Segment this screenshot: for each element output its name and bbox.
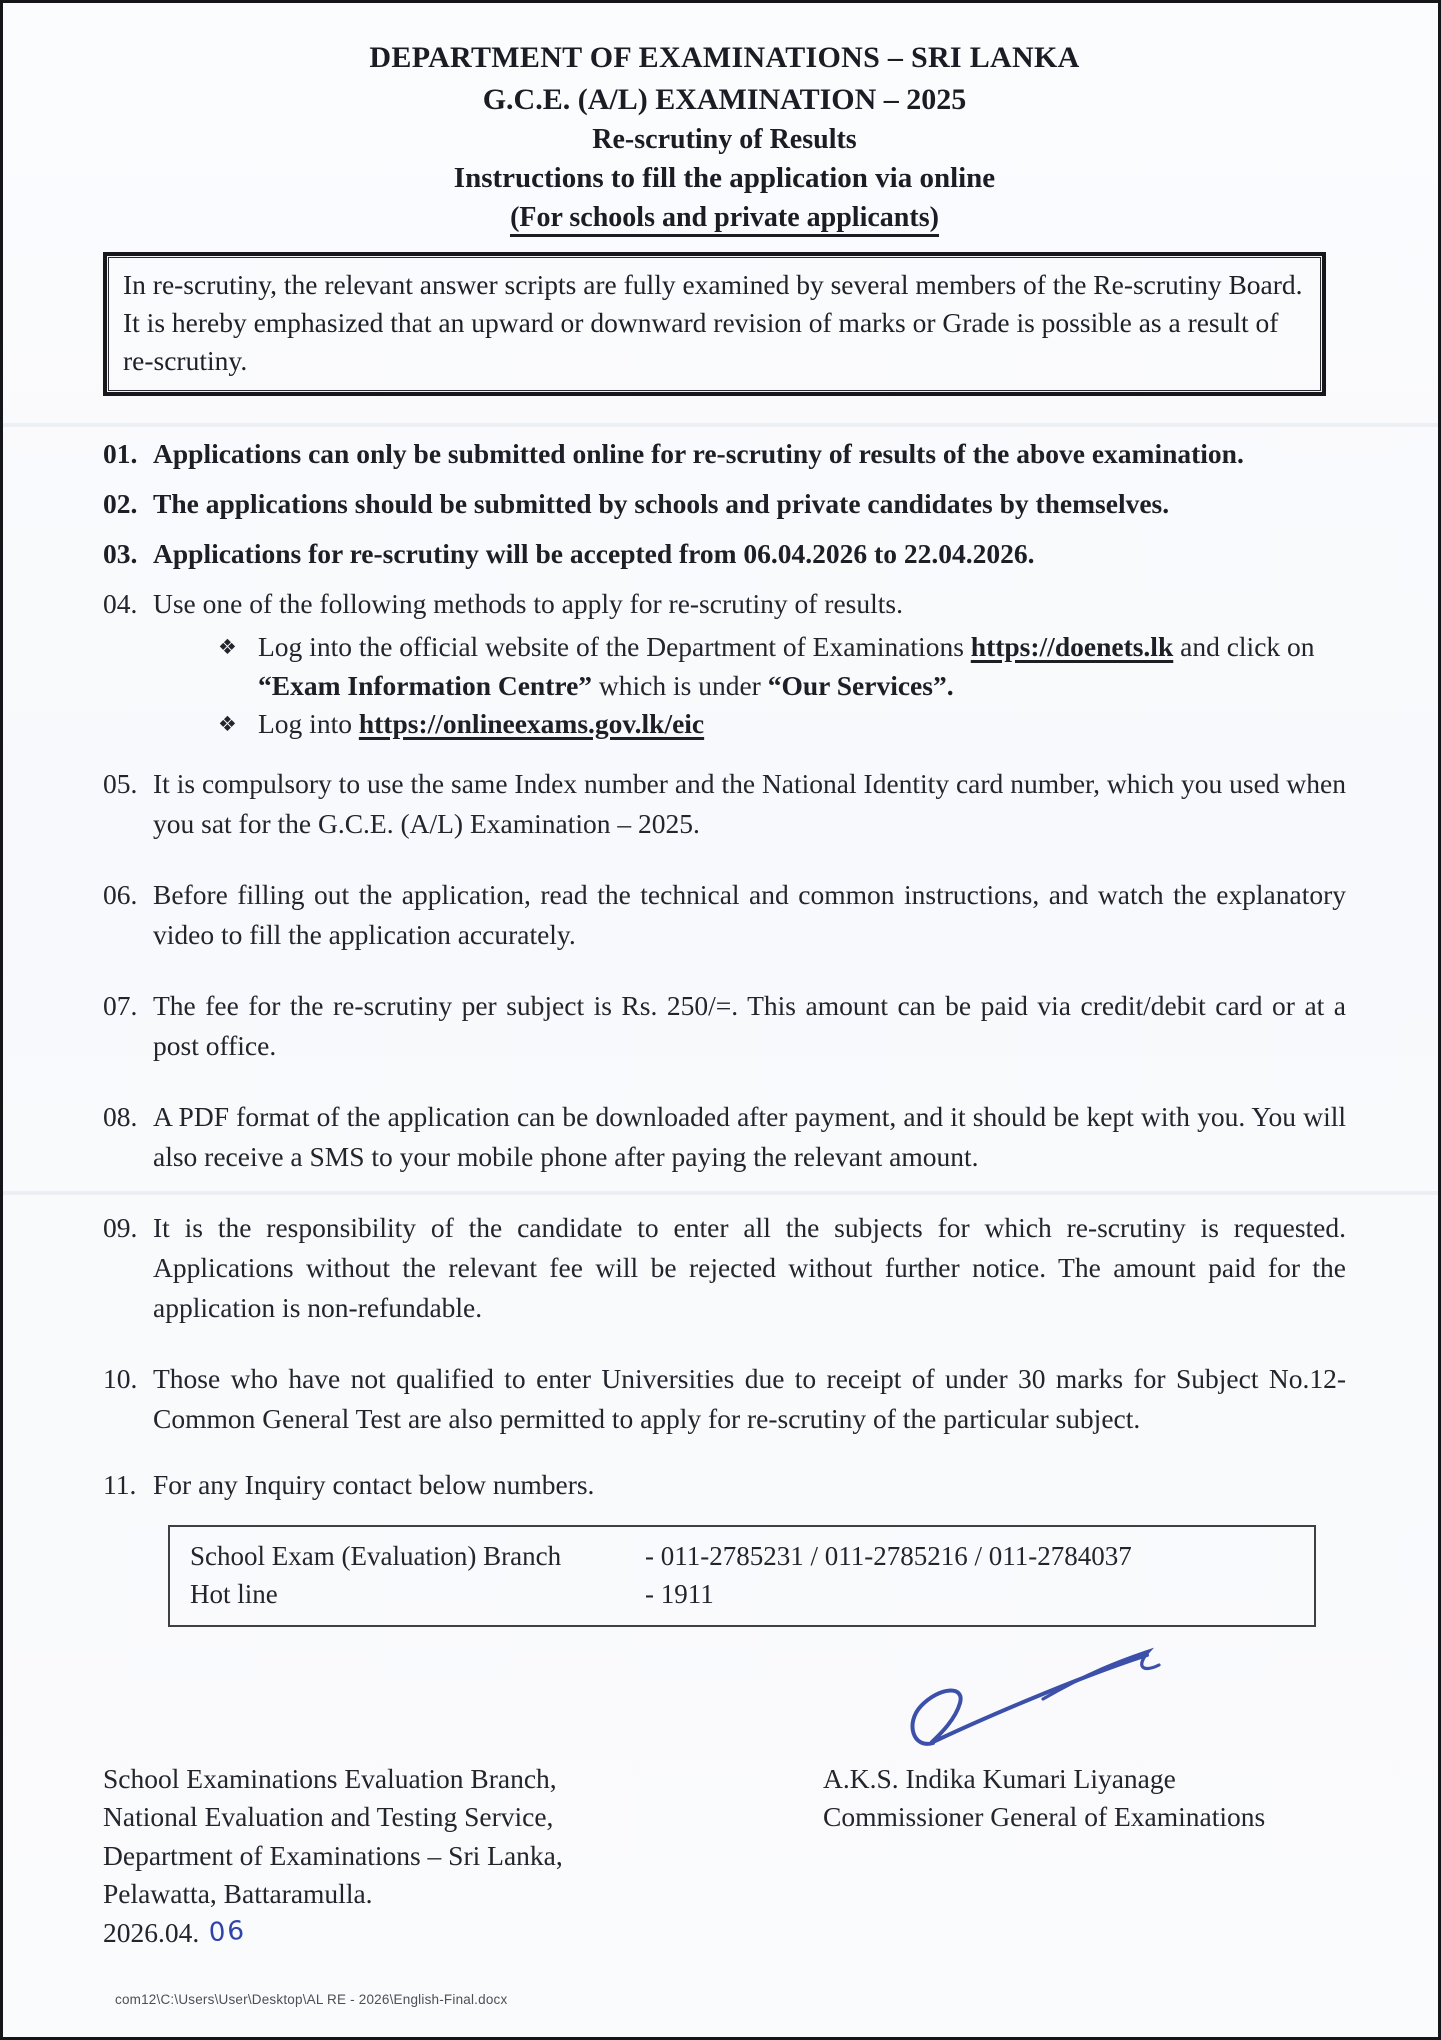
- date-printed: 2026.04.: [103, 1916, 200, 1948]
- issuing-office-block: [103, 1760, 723, 1954]
- item-text: Before filling out the application, read the technical and common instructions, and watch the explanatory video to fill the application accurately.: [153, 878, 1346, 950]
- bullet-onlineexams: [153, 705, 1346, 744]
- diamond-bullet-icon: ❖: [218, 635, 237, 659]
- item-number: 06.: [103, 878, 138, 910]
- signatory-name: A.K.S. Indika Kumari Liyanage: [823, 1762, 1176, 1794]
- document-content: [3, 3, 1438, 1953]
- notice-text: In re-scrutiny, the relevant answer scripts are fully examined by several members of the Re-scrutiny Board. It is hereby emphasized that an upward or downward revision of marks or Grade is possible as a result of re-scrutiny.: [123, 269, 1303, 376]
- office-line-1: School Examinations Evaluation Branch,: [103, 1762, 557, 1794]
- notice-box: [103, 252, 1326, 396]
- item-04-intro: Use one of the following methods to apply for re-scrutiny of results.: [153, 588, 903, 619]
- instruction-item-02: [103, 484, 1346, 524]
- header-line-1: DEPARTMENT OF EXAMINATIONS – SRI LANKA: [369, 41, 1080, 74]
- bullet-segment: Log into the official website of the Department of Examinations: [258, 631, 971, 662]
- bullet-segment: and click on: [1173, 631, 1315, 662]
- document-footer: [103, 1760, 1346, 1954]
- item-number: 07.: [103, 989, 138, 1021]
- item-number: 02.: [103, 488, 138, 519]
- bullet-doenets: [153, 628, 1346, 705]
- contact-row-hotline: [190, 1575, 1294, 1613]
- item-number: 08.: [103, 1100, 138, 1132]
- doenets-link: https://doenets.lk: [970, 631, 1174, 662]
- item-number: 05.: [103, 767, 138, 799]
- instruction-list: [103, 434, 1346, 1505]
- instruction-item-05: [103, 764, 1346, 844]
- instruction-item-08: [103, 1097, 1346, 1177]
- our-services-label: “Our Services”.: [767, 669, 954, 701]
- office-line-4: Pelawatta, Battaramulla.: [103, 1878, 373, 1909]
- instruction-item-09: [103, 1208, 1346, 1328]
- contact-label: School Exam (Evaluation) Branch: [190, 1540, 562, 1571]
- file-path-footnote: com12\C:\Users\User\Desktop\AL RE - 2026\English-Final.docx: [115, 1992, 508, 2007]
- header-line-5: [103, 198, 1346, 238]
- signatory-title: Commissioner General of Examinations: [823, 1801, 1266, 1832]
- item-text: Applications can only be submitted online for re-scrutiny of results of the above examination.: [153, 438, 1244, 469]
- document-header: [103, 37, 1346, 238]
- date-line: [103, 1914, 723, 1954]
- item-number: 04.: [103, 588, 138, 619]
- contact-box: [168, 1525, 1316, 1627]
- header-line-3: Re-scrutiny of Results: [592, 124, 857, 155]
- item-text: [153, 584, 1346, 744]
- diamond-bullet-icon: ❖: [218, 712, 237, 736]
- item-04-bullets: [153, 628, 1346, 744]
- office-line-3: Department of Examinations – Sri Lanka,: [103, 1839, 563, 1871]
- instruction-item-10: [103, 1359, 1346, 1439]
- instruction-item-04: [103, 584, 1346, 744]
- bullet-text: [258, 705, 1346, 744]
- signature-area: [103, 1635, 1346, 1760]
- item-number: 09.: [103, 1211, 138, 1243]
- item-text: Applications for re-scrutiny will be accepted from 06.04.2026 to 22.04.2026.: [153, 538, 1035, 569]
- office-line-2: National Evaluation and Testing Service,: [103, 1801, 554, 1832]
- contact-numbers: - 1911: [645, 1578, 714, 1609]
- item-text: The applications should be submitted by schools and private candidates by themselves.: [153, 488, 1170, 519]
- item-number: 01.: [103, 438, 138, 469]
- instruction-item-06: [103, 875, 1346, 955]
- item-text: For any Inquiry contact below numbers.: [153, 1468, 595, 1500]
- exam-info-centre-label: “Exam Information Centre”: [258, 669, 593, 701]
- signatory-block: [723, 1760, 1265, 1954]
- item-text: Those who have not qualified to enter Universities due to receipt of under 30 marks for Subject No.12-Common General Test are also permitted to apply for re-scrutiny of the particular subject.: [153, 1362, 1346, 1434]
- item-text: The fee for the re-scrutiny per subject is Rs. 250/=. This amount can be paid via credit/debit card or at a post office.: [153, 989, 1346, 1061]
- instruction-item-07: [103, 986, 1346, 1066]
- onlineexams-link: https://onlineexams.gov.lk/eic: [358, 708, 705, 739]
- header-underlined-text: (For schools and private applicants): [510, 202, 939, 237]
- header-line-2: G.C.E. (A/L) EXAMINATION – 2025: [482, 83, 967, 116]
- item-text: It is the responsibility of the candidate to enter all the subjects for which re-scrutiny is requested. Applications without the relevant fee will be rejected without further notice. The amount paid for the application is non-refundable.: [153, 1211, 1346, 1323]
- handwritten-day: 06: [208, 1915, 248, 1948]
- instruction-item-01: [103, 434, 1346, 474]
- bullet-text: [258, 628, 1346, 705]
- signature: [903, 1643, 1183, 1755]
- item-number: 03.: [103, 538, 138, 569]
- instruction-item-03: [103, 534, 1346, 574]
- instruction-item-11: [103, 1465, 1346, 1505]
- bullet-segment: which is under: [592, 669, 768, 701]
- contact-numbers: - 011-2785231 / 011-2785216 / 011-2784037: [645, 1540, 1132, 1571]
- item-number: 10.: [103, 1362, 138, 1394]
- item-text: It is compulsory to use the same Index number and the National Identity card number, which you used when you sat for the G.C.E. (A/L) Examination – 2025.: [153, 767, 1346, 839]
- bullet-segment: Log into: [258, 708, 359, 739]
- header-line-4: Instructions to fill the application via online: [453, 162, 996, 194]
- contact-label: Hot line: [190, 1578, 278, 1609]
- item-number: 11.: [103, 1468, 137, 1500]
- contact-row-branch: [190, 1537, 1294, 1575]
- item-text: A PDF format of the application can be downloaded after payment, and it should be kept with you. You will also receive a SMS to your mobile phone after paying the relevant amount.: [153, 1100, 1346, 1172]
